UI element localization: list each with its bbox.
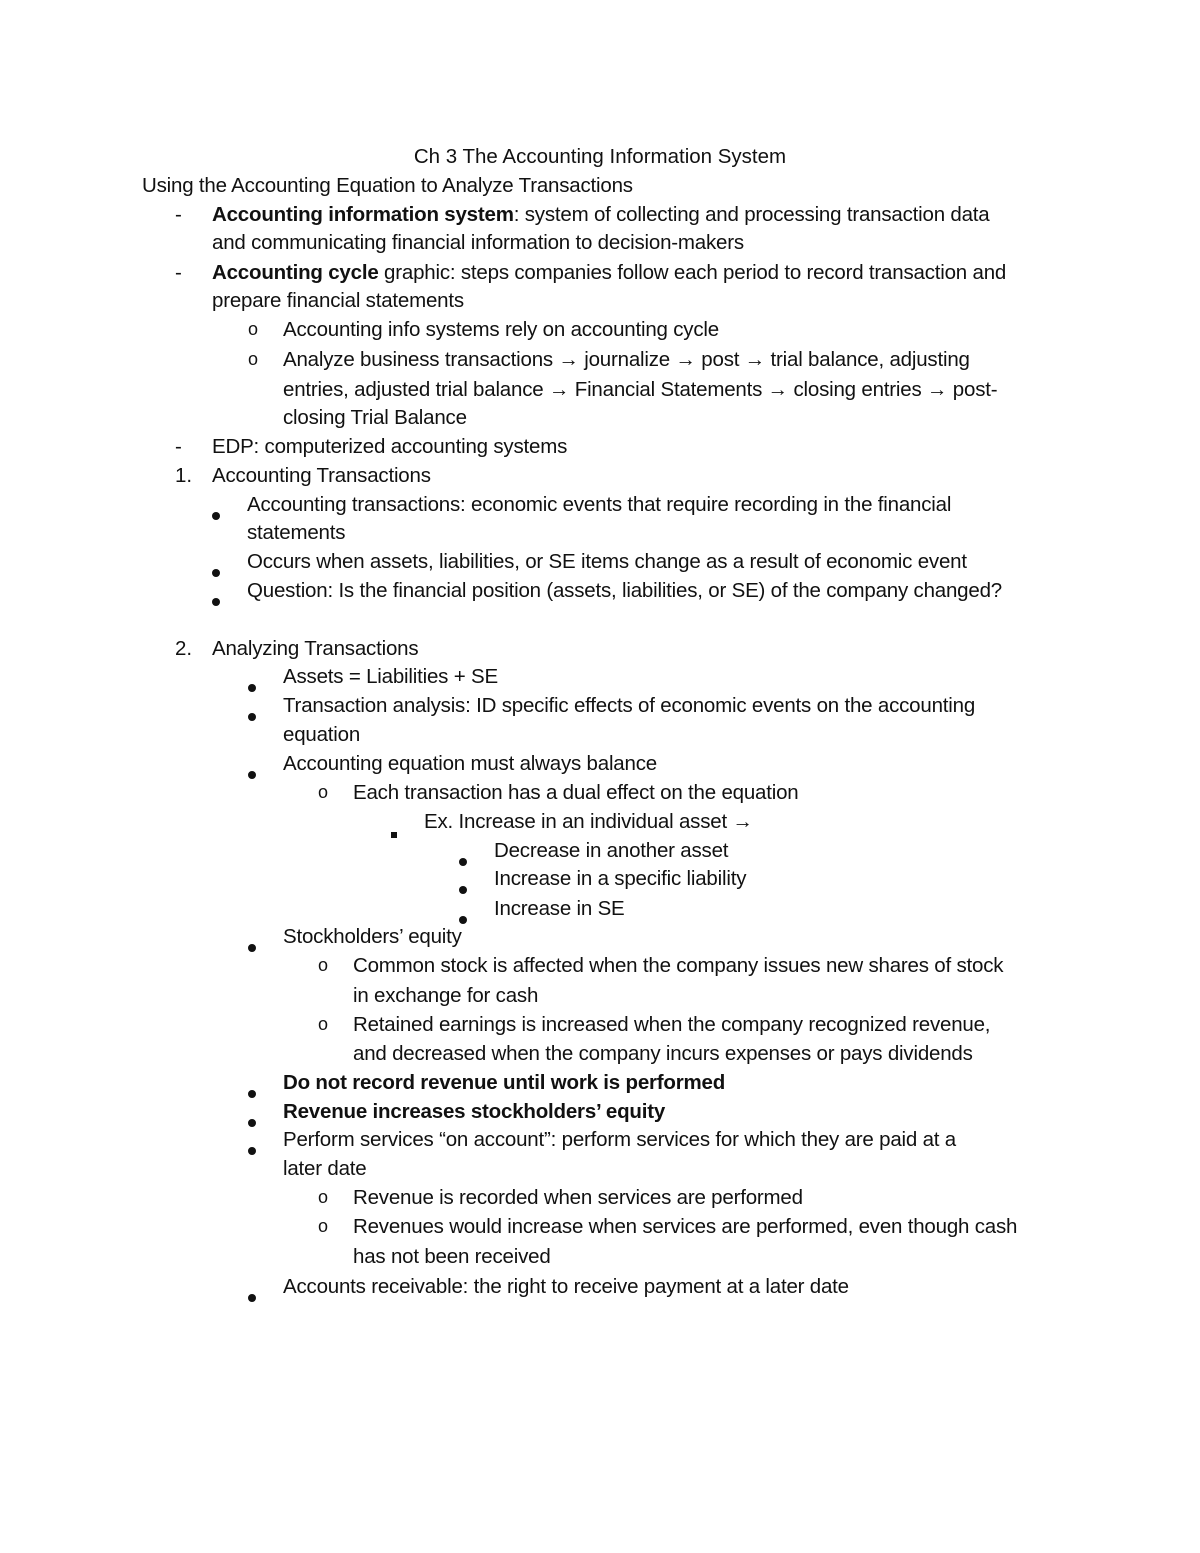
list-item-continued: later date xyxy=(283,1157,367,1180)
bullet xyxy=(248,700,256,729)
list-number: 2. xyxy=(175,637,193,660)
bullet xyxy=(212,556,220,585)
list-item: Accounting information system: system of collecting and processing transaction data xyxy=(212,203,990,226)
list-item-continued: in exchange for cash xyxy=(353,984,539,1007)
bullet xyxy=(248,671,256,700)
list-item: Increase in a specific liability xyxy=(494,867,747,890)
document-title: Ch 3 The Accounting Information System xyxy=(413,145,787,168)
list-item-continued: and decreased when the company incurs expenses or pays dividends xyxy=(353,1042,973,1065)
circle-bullet: o xyxy=(318,955,329,975)
list-item: Perform services “on account”: perform services for which they are paid at a xyxy=(283,1128,956,1151)
bullet xyxy=(248,1077,256,1106)
bullet xyxy=(212,499,220,528)
list-item: Common stock is affected when the company issues new shares of stock xyxy=(353,954,1004,977)
list-item: Do not record revenue until work is performed xyxy=(283,1071,726,1094)
list-item: EDP: computerized accounting systems xyxy=(212,435,568,458)
list-item-continued: entries, adjusted trial balance → Financial Statements → closing entries → post- xyxy=(283,378,998,401)
list-item: Each transaction has a dual effect on the equation xyxy=(353,781,799,804)
list-item: Decrease in another asset xyxy=(494,839,729,862)
circle-bullet: o xyxy=(318,782,329,802)
list-item: Accounts receivable: the right to receive payment at a later date xyxy=(283,1275,849,1298)
bullet xyxy=(459,873,467,902)
bullet xyxy=(248,758,256,787)
list-item: Revenue increases stockholders’ equity xyxy=(283,1100,666,1123)
term: Accounting cycle xyxy=(212,261,379,284)
list-heading: Analyzing Transactions xyxy=(212,637,419,660)
circle-bullet: o xyxy=(318,1187,329,1207)
bullet xyxy=(212,585,220,614)
circle-bullet: o xyxy=(248,319,259,339)
list-item: Accounting equation must always balance xyxy=(283,752,657,775)
list-heading: Accounting Transactions xyxy=(212,464,431,487)
dash-marker: - xyxy=(175,435,182,458)
list-item: Analyze business transactions → journalize → post → trial balance, adjusting xyxy=(283,348,970,371)
list-item: Retained earnings is increased when the company recognized revenue, xyxy=(353,1013,991,1036)
list-item: Accounting cycle graphic: steps companies follow each period to record transaction and xyxy=(212,261,1007,284)
list-item-continued: prepare financial statements xyxy=(212,289,464,312)
list-item: Revenue is recorded when services are performed xyxy=(353,1186,803,1209)
list-item-continued: has not been received xyxy=(353,1245,551,1268)
bullet xyxy=(459,845,467,874)
list-item: Assets = Liabilities + SE xyxy=(283,665,498,688)
list-item: Ex. Increase in an individual asset → xyxy=(424,810,753,833)
circle-bullet: o xyxy=(248,349,259,369)
bullet xyxy=(248,1281,256,1310)
list-item-continued: equation xyxy=(283,723,361,746)
bullet xyxy=(248,931,256,960)
list-item: Question: Is the financial position (assets, liabilities, or SE) of the company changed? xyxy=(247,579,1002,602)
list-item: Occurs when assets, liabilities, or SE items change as a result of economic event xyxy=(247,550,967,573)
list-item: Transaction analysis: ID specific effects of economic events on the accounting xyxy=(283,694,976,717)
section-heading: Using the Accounting Equation to Analyze Transactions xyxy=(142,174,633,197)
term: Accounting information system xyxy=(212,203,514,226)
list-item: Stockholders’ equity xyxy=(283,925,462,948)
dash-marker: - xyxy=(175,261,182,284)
list-item-continued: and communicating financial information to decision-makers xyxy=(212,231,744,254)
square-bullet xyxy=(391,817,397,846)
bullet xyxy=(248,1134,256,1163)
list-item: Revenues would increase when services are performed, even though cash xyxy=(353,1215,1018,1238)
list-item: Increase in SE xyxy=(494,897,625,920)
list-item: Accounting transactions: economic events that require recording in the financial xyxy=(247,493,952,516)
circle-bullet: o xyxy=(318,1216,329,1236)
list-item-continued: closing Trial Balance xyxy=(283,406,467,429)
list-number: 1. xyxy=(175,464,193,487)
bullet xyxy=(248,1106,256,1135)
circle-bullet: o xyxy=(318,1014,329,1034)
list-item: Accounting info systems rely on accounting cycle xyxy=(283,318,719,341)
list-item-continued: statements xyxy=(247,521,346,544)
dash-marker: - xyxy=(175,203,182,226)
